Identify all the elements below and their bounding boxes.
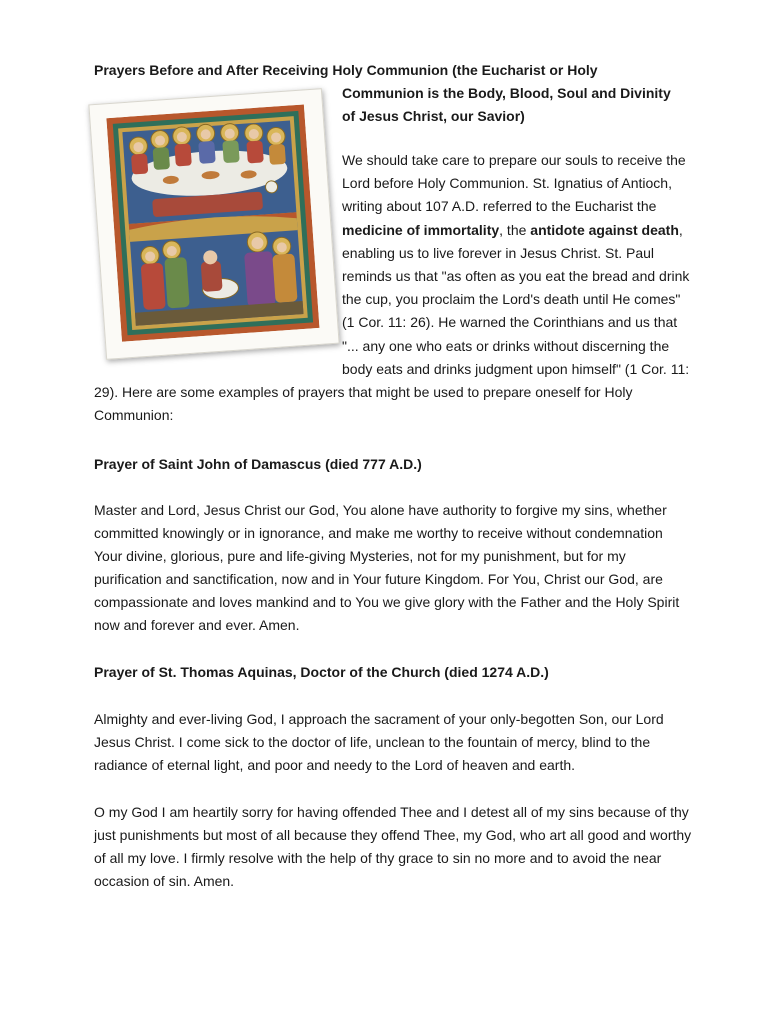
intro-bold-antidote: antidote against death xyxy=(530,221,679,238)
paragraph-damascus: Master and Lord, Jesus Christ our God, You alone have authority to forgive my sins, whether committed knowingly or in ignorance, and make me worthy to receive without condemnation Your divine, glorious, pure and life-giving Mysteries, not for my punishment, but for my purification and sanctification, now and in Your future Kingdom. For You, Christ our God, are compassionate and loves mankind and to You we give glory with the Father and the Holy Spirit now and forever and ever. Amen. xyxy=(94,502,680,633)
paragraph-aquinas-2: O my God I am heartily sorry for having offended Thee and I detest all of my sins because of thy just punishments but most of all because they offend Thee, my God, who art all good and worthy of all my love. I firmly resolve with the help of thy grace to sin no more and to avoid the near occasion of sin. Amen. xyxy=(94,804,692,889)
intro-paragraph xyxy=(94,149,694,427)
paragraph-aquinas-1: Almighty and ever-living God, I approach the sacrament of your only-begotten Son, our Lord Jesus Christ. I come sick to the doctor of life, unclean to the fountain of mercy, blind to the radiance of eternal light, and poor and needy to the Lord of heaven and earth. xyxy=(94,711,664,773)
heading-aquinas: Prayer of St. Thomas Aquinas, Doctor of the Church (died 1274 A.D.) xyxy=(94,664,549,680)
heading-damascus: Prayer of Saint John of Damascus (died 777 A.D.) xyxy=(94,456,422,472)
document-title-line-1: Prayers Before and After Receiving Holy Communion (the Eucharist or Holy xyxy=(94,62,598,78)
document-title-line-2: Communion is the Body, Blood, Soul and Divinity of Jesus Christ, our Savior) xyxy=(342,85,671,124)
intro-text-part-3: , enabling us to live forever in Jesus Christ. St. Paul reminds us that "as often as you eat the bread and drink the cup, you proclaim the Lord's death until He comes" (1 Cor. 11: 26). He warned the Corinthians and us that "... any one who eats or drinks without discerning the body eats and drinks judgment upon himself" (1 Cor. 11: 29). Here are some examples of prayers that might be used to prepare oneself for Holy Communion: xyxy=(94,221,690,424)
intro-text-part-1: We should take care to prepare our souls to receive the Lord before Holy Communion. St. Ignatius of Antioch, writing about 107 A.D. referred to the Eucharist the xyxy=(342,152,686,215)
intro-text-part-2: , the xyxy=(499,221,531,238)
image-float-spacer xyxy=(94,149,342,359)
intro-bold-medicine: medicine of immortality xyxy=(342,221,500,238)
